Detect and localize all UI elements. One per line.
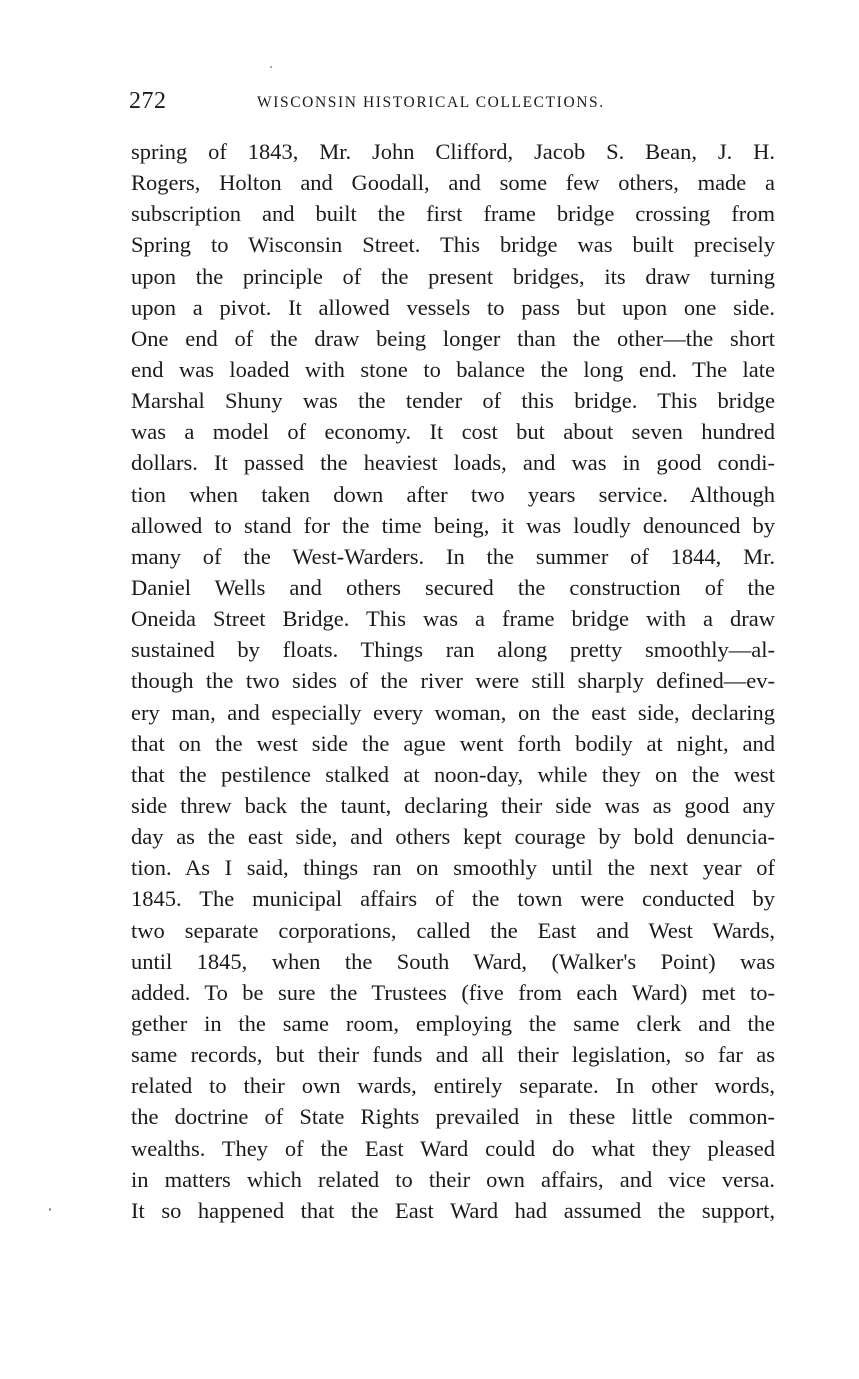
paper-speck (270, 66, 272, 68)
text-line: dollars. It passed the heaviest loads, and was in good condi- (131, 450, 775, 476)
text-line: though the two sides of the river were still sharply defined—ev- (131, 668, 775, 694)
text-line: Rogers, Holton and Goodall, and some few others, made a (131, 170, 775, 196)
text-line: One end of the draw being longer than the other—the short (131, 325, 775, 351)
text-line: Daniel Wells and others secured the construction of the (131, 574, 775, 600)
text-line: ery man, and especially every woman, on the east side, declaring (131, 699, 775, 725)
text-line: Marshal Shuny was the tender of this bridge. This bridge (131, 388, 775, 414)
text-line: spring of 1843, Mr. John Clifford, Jacob S. Bean, J. H. (131, 139, 775, 164)
text-line: upon a pivot. It allowed vessels to pass but upon one side. (131, 294, 775, 320)
text-line: was a model of economy. It cost but about seven hundred (131, 419, 775, 445)
text-line: same records, but their funds and all their legislation, so far as (131, 1042, 775, 1068)
page-header (129, 88, 775, 122)
text-line: Oneida Street Bridge. This was a frame bridge with a draw (131, 606, 775, 632)
text-line: Spring to Wisconsin Street. This bridge was built precisely (131, 232, 775, 258)
text-line: that the pestilence stalked at noon-day, while they on the west (131, 761, 775, 787)
text-line: added. To be sure the Trustees (five from each Ward) met to- (131, 979, 775, 1005)
text-line: many of the West-Warders. In the summer of 1844, Mr. (131, 543, 775, 569)
running-head: WISCONSIN HISTORICAL COLLECTIONS. (257, 94, 605, 111)
text-line: that on the west side the ague went forth bodily at night, and (131, 730, 775, 756)
text-line: day as the east side, and others kept courage by bold denuncia- (131, 824, 775, 850)
text-line: It so happened that the East Ward had assumed the support, (131, 1197, 775, 1223)
text-line: wealths. They of the East Ward could do what they pleased (131, 1135, 775, 1161)
paper-speck (49, 1208, 51, 1211)
text-line: tion. As I said, things ran on smoothly until the next year of (131, 855, 775, 881)
text-line: subscription and built the first frame bridge crossing from (131, 201, 775, 227)
text-line: upon the principle of the present bridges, its draw turning (131, 263, 775, 289)
text-line: side threw back the taunt, declaring their side was as good any (131, 792, 775, 818)
text-line: in matters which related to their own affairs, and vice versa. (131, 1166, 775, 1192)
text-line: two separate corporations, called the East and West Wards, (131, 917, 775, 943)
text-line: end was loaded with stone to balance the long end. The late (131, 356, 775, 382)
text-line: gether in the same room, employing the same clerk and the (131, 1010, 775, 1036)
text-line: tion when taken down after two years service. Although (131, 481, 775, 507)
page-number: 272 (129, 88, 167, 114)
text-line: allowed to stand for the time being, it was loudly denounced by (131, 512, 775, 538)
text-line: related to their own wards, entirely separate. In other words, (131, 1073, 775, 1099)
body-text (131, 136, 775, 1226)
text-line: 1845. The municipal affairs of the town were conducted by (131, 886, 775, 912)
text-line: sustained by floats. Things ran along pretty smoothly—al- (131, 637, 775, 663)
text-line: until 1845, when the South Ward, (Walker's Point) was (131, 948, 775, 974)
text-line: the doctrine of State Rights prevailed in these little common- (131, 1104, 775, 1130)
